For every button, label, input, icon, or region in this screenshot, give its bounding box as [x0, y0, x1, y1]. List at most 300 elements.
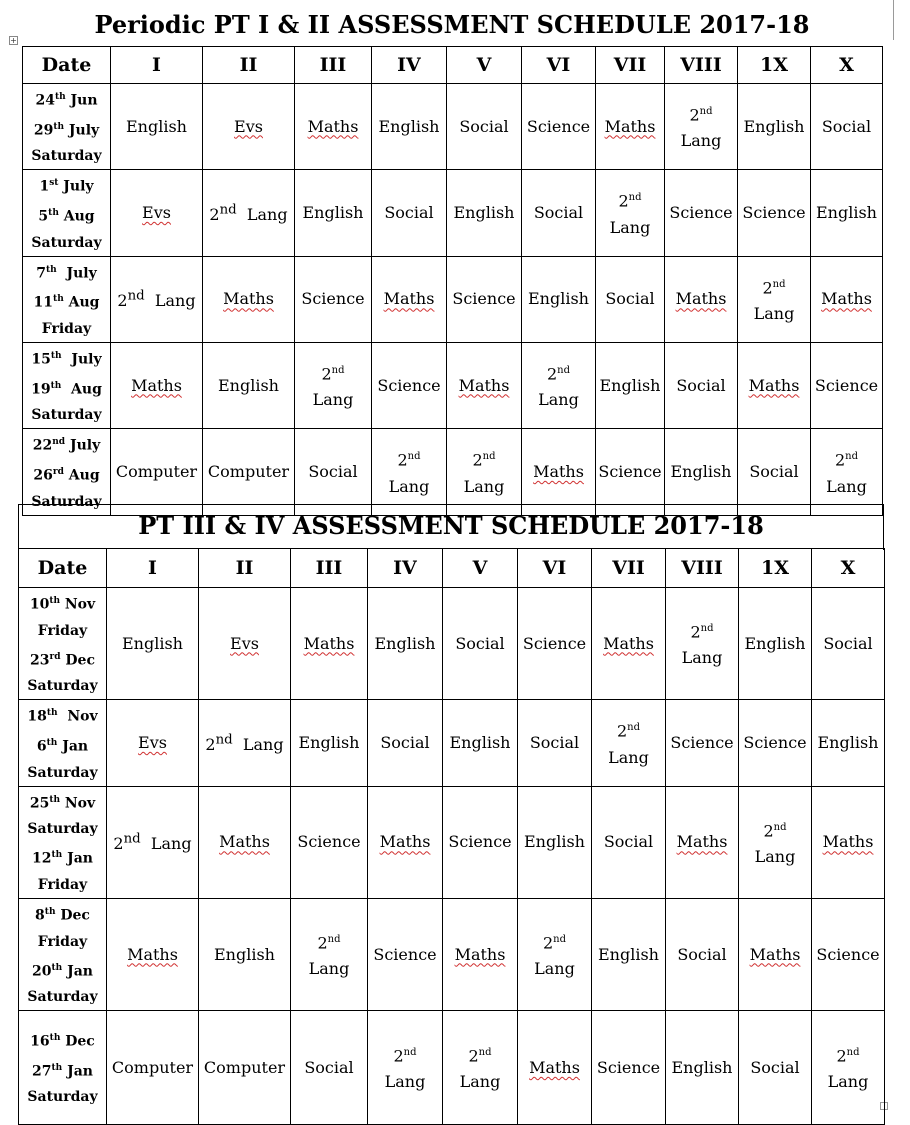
- date-line: [23, 286, 110, 316]
- date-line: [23, 459, 110, 489]
- date-day: 11: [33, 294, 54, 311]
- subject-cell: [811, 170, 883, 256]
- header-class: II: [199, 549, 291, 588]
- table-row: [19, 786, 885, 898]
- subject-cell: [812, 898, 885, 1010]
- subject-text: Social: [750, 1057, 800, 1077]
- subject-text: Science: [373, 944, 437, 964]
- date-line: [19, 760, 106, 786]
- date-suffix: th: [51, 1062, 63, 1073]
- subject-cell: [665, 342, 738, 428]
- subject-text: 2nd Lang: [388, 450, 430, 496]
- subject-cell: [812, 786, 885, 898]
- subject-text: Maths: [676, 832, 728, 852]
- subject-text: Maths: [303, 633, 355, 653]
- subject-text: Social: [455, 633, 505, 653]
- subject-cell: [111, 342, 203, 428]
- schedule-title-pt1-pt2: Periodic PT I & II ASSESSMENT SCHEDULE 2017-18: [94, 10, 810, 39]
- subject-cell: [739, 1011, 812, 1125]
- subject-cell: [666, 1011, 739, 1125]
- header-row: [19, 549, 885, 588]
- table-row: [23, 342, 883, 428]
- header-class: II: [203, 47, 295, 84]
- date-suffix: th: [49, 794, 61, 805]
- date-line: [19, 1084, 106, 1110]
- date-suffix: th: [49, 596, 61, 606]
- subject-cell: [203, 84, 295, 170]
- subject-text: 2nd Lang: [308, 933, 350, 979]
- subject-cell: [107, 1011, 199, 1125]
- date-day: Saturday: [27, 821, 98, 838]
- date-line: [23, 114, 110, 144]
- date-month: Jan: [57, 738, 89, 755]
- subject-text: Maths: [379, 832, 431, 852]
- subject-text: Science: [743, 732, 807, 752]
- subject-text: Social: [823, 633, 873, 653]
- date-suffix: th: [46, 737, 58, 748]
- subject-cell: [666, 588, 739, 700]
- date-suffix: th: [49, 1033, 61, 1044]
- subject-cell: [199, 1011, 291, 1125]
- subject-cell: [295, 342, 372, 428]
- date-day: 10: [29, 596, 50, 613]
- date-line: [19, 929, 106, 955]
- subject-text: 2nd Lang: [754, 820, 796, 866]
- subject-cell: [812, 588, 885, 700]
- date-day: 24: [35, 92, 55, 109]
- subject-text: English: [122, 633, 183, 653]
- date-day: Saturday: [27, 678, 98, 695]
- subject-cell: [665, 256, 738, 342]
- subject-text: Evs: [138, 732, 167, 752]
- subject-cell: [295, 84, 372, 170]
- subject-cell: [372, 256, 447, 342]
- subject-text: Science: [814, 375, 879, 395]
- subject-text: 2nd Lang: [463, 450, 505, 496]
- subject-cell: [199, 786, 291, 898]
- date-day: 12: [32, 850, 52, 867]
- subject-text: 2nd Lang: [538, 364, 579, 410]
- date-line: [23, 200, 110, 230]
- subject-cell: [203, 342, 295, 428]
- subject-cell: [666, 700, 739, 786]
- subject-cell: [518, 1011, 592, 1125]
- subject-text: Maths: [127, 944, 178, 964]
- header-class: I: [107, 549, 199, 588]
- subject-cell: [372, 429, 447, 515]
- date-day: Saturday: [31, 407, 102, 424]
- header-class: IV: [368, 549, 443, 588]
- subject-cell: [443, 1011, 518, 1125]
- date-suffix: rd: [52, 466, 64, 477]
- subject-text: English: [528, 289, 589, 309]
- subject-cell: [518, 786, 592, 898]
- date-day: 6: [36, 738, 47, 755]
- subject-text: Maths: [131, 375, 182, 395]
- subject-text: English: [817, 732, 879, 752]
- subject-text: Science: [377, 375, 441, 395]
- subject-cell: [368, 898, 443, 1010]
- subject-cell: [368, 786, 443, 898]
- subject-text: Maths: [533, 461, 584, 481]
- subject-text: 2nd Lang: [826, 450, 867, 496]
- subject-text: English: [302, 202, 364, 222]
- subject-cell: [107, 786, 199, 898]
- date-line: [23, 343, 110, 373]
- date-line: [19, 700, 106, 730]
- subject-text: 2nd Lang: [117, 289, 196, 311]
- subject-cell: [522, 429, 596, 515]
- date-day: Saturday: [31, 234, 102, 251]
- table-row: [23, 84, 883, 170]
- date-month: July: [64, 122, 100, 139]
- subject-cell: [111, 84, 203, 170]
- date-line: [19, 872, 106, 898]
- date-line: [19, 644, 106, 674]
- header-class: VIII: [665, 47, 738, 84]
- date-cell: [19, 898, 107, 1010]
- subject-text: English: [744, 633, 806, 653]
- date-suffix: th: [48, 207, 59, 218]
- date-month: July: [56, 265, 97, 282]
- date-suffix: th: [53, 294, 64, 305]
- date-day: Saturday: [27, 989, 98, 1006]
- subject-text: Social: [380, 732, 430, 752]
- date-day: 20: [32, 963, 52, 980]
- date-month: Nov: [60, 795, 96, 812]
- subject-text: Social: [821, 116, 872, 136]
- date-suffix: th: [50, 350, 62, 361]
- subject-text: Computer: [115, 461, 198, 481]
- date-month: Jan: [62, 963, 93, 980]
- subject-text: English: [598, 944, 659, 964]
- subject-text: Science: [596, 1057, 661, 1077]
- date-suffix: nd: [52, 437, 66, 448]
- subject-cell: [812, 1011, 885, 1125]
- subject-text: English: [126, 116, 187, 136]
- subject-cell: [447, 256, 522, 342]
- subject-cell: [111, 429, 203, 515]
- date-suffix: rd: [49, 651, 61, 662]
- subject-cell: [368, 1011, 443, 1125]
- subject-cell: [199, 700, 291, 786]
- schedule-title-pt3-pt4: PT III & IV ASSESSMENT SCHEDULE 2017-18: [138, 511, 764, 540]
- table-row: [19, 898, 885, 1010]
- subject-cell: [596, 170, 665, 256]
- table-row: [23, 256, 883, 342]
- subject-text: Maths: [223, 289, 274, 309]
- page-margin-marker: [888, 0, 894, 40]
- date-day: 15: [31, 351, 51, 368]
- date-suffix: th: [53, 121, 65, 132]
- date-line: [23, 257, 110, 287]
- date-line: [19, 673, 106, 699]
- subject-cell: [203, 429, 295, 515]
- subject-text: Evs: [234, 116, 263, 136]
- header-class: 1X: [739, 549, 812, 588]
- subject-cell: [665, 170, 738, 256]
- subject-text: 2nd Lang: [827, 1046, 869, 1092]
- subject-text: Maths: [529, 1057, 580, 1077]
- subject-text: English: [374, 633, 436, 653]
- subject-cell: [666, 786, 739, 898]
- subject-text: 2nd Lang: [113, 832, 192, 854]
- date-day: Friday: [37, 622, 88, 639]
- subject-text: English: [599, 375, 661, 395]
- subject-cell: [522, 84, 596, 170]
- subject-text: Computer: [203, 1057, 286, 1077]
- subject-text: Maths: [307, 116, 359, 136]
- subject-cell: [811, 342, 883, 428]
- subject-text: Maths: [821, 289, 872, 309]
- subject-cell: [199, 588, 291, 700]
- date-cell: [19, 700, 107, 786]
- header-class: IV: [372, 47, 447, 84]
- header-class: VII: [596, 47, 665, 84]
- header-class: III: [295, 47, 372, 84]
- date-line: [23, 402, 110, 428]
- subject-cell: [738, 256, 811, 342]
- header-date: Date: [19, 549, 107, 588]
- subject-cell: [665, 429, 738, 515]
- subject-text: Science: [742, 202, 806, 222]
- subject-text: Maths: [822, 832, 874, 852]
- subject-cell: [107, 700, 199, 786]
- subject-text: 2nd Lang: [209, 202, 288, 225]
- subject-cell: [739, 898, 812, 1010]
- subject-text: Social: [677, 944, 727, 964]
- subject-cell: [811, 84, 883, 170]
- date-cell: [23, 429, 111, 515]
- date-month: Dec: [60, 1033, 95, 1050]
- date-line: [19, 984, 106, 1010]
- subject-cell: [596, 429, 665, 515]
- subject-cell: [368, 700, 443, 786]
- subject-text: English: [670, 461, 732, 481]
- date-cell: [23, 84, 111, 170]
- date-line: [23, 230, 110, 256]
- date-month: July: [61, 351, 102, 368]
- date-day: Saturday: [27, 1089, 98, 1106]
- subject-text: English: [671, 1057, 733, 1077]
- subject-text: Maths: [219, 832, 270, 852]
- subject-cell: [372, 342, 447, 428]
- table-row: [19, 700, 885, 786]
- date-month: July: [65, 437, 101, 454]
- schedule-table-pt3-pt4: [18, 548, 885, 1125]
- subject-text: 2nd Lang: [384, 1046, 426, 1092]
- date-day: Friday: [41, 320, 92, 337]
- subject-cell: [203, 256, 295, 342]
- subject-text: Social: [529, 732, 580, 752]
- header-class: X: [812, 549, 885, 588]
- subject-text: English: [218, 375, 279, 395]
- header-class: V: [443, 549, 518, 588]
- subject-cell: [291, 700, 368, 786]
- subject-cell: [203, 170, 295, 256]
- subject-cell: [739, 700, 812, 786]
- subject-text: Maths: [749, 944, 801, 964]
- subject-text: English: [453, 202, 515, 222]
- date-day: 25: [29, 795, 50, 812]
- date-day: 18: [27, 708, 47, 725]
- subject-text: English: [743, 116, 805, 136]
- subject-cell: [739, 786, 812, 898]
- subject-text: Maths: [458, 375, 510, 395]
- subject-text: English: [449, 732, 511, 752]
- subject-cell: [443, 588, 518, 700]
- subject-cell: [739, 588, 812, 700]
- schedule-table-pt1-pt2: [22, 46, 883, 516]
- subject-cell: [443, 786, 518, 898]
- subject-cell: [107, 588, 199, 700]
- date-line: [19, 618, 106, 644]
- date-cell: [19, 588, 107, 700]
- subject-cell: [812, 700, 885, 786]
- header-class: VII: [592, 549, 666, 588]
- date-month: Aug: [63, 467, 100, 484]
- date-cell: [19, 786, 107, 898]
- subject-cell: [111, 170, 203, 256]
- header-row: [23, 47, 883, 84]
- subject-cell: [372, 84, 447, 170]
- header-class: 1X: [738, 47, 811, 84]
- subject-text: Computer: [111, 1057, 194, 1077]
- date-suffix: st: [49, 178, 59, 189]
- date-line: [19, 730, 106, 760]
- date-suffix: th: [44, 906, 56, 917]
- subject-cell: [592, 588, 666, 700]
- subject-cell: [291, 786, 368, 898]
- date-month: Jan: [62, 1063, 93, 1080]
- subject-text: Science: [816, 944, 880, 964]
- subject-text: English: [378, 116, 440, 136]
- subject-cell: [295, 256, 372, 342]
- date-line: [23, 143, 110, 169]
- subject-text: 2nd Lang: [680, 105, 722, 151]
- date-day: 8: [35, 907, 45, 924]
- subject-text: Science: [297, 832, 361, 852]
- subject-cell: [295, 429, 372, 515]
- date-day: Friday: [37, 876, 88, 893]
- subject-text: 2nd Lang: [459, 1046, 501, 1092]
- subject-cell: [518, 700, 592, 786]
- date-line: [19, 955, 106, 985]
- date-month: Dec: [60, 652, 95, 669]
- subject-text: Science: [448, 832, 512, 852]
- subject-text: 2nd Lang: [205, 732, 284, 755]
- subject-text: Science: [669, 202, 733, 222]
- date-day: 22: [32, 437, 53, 454]
- date-line: [19, 1025, 106, 1055]
- date-day: 27: [32, 1063, 52, 1080]
- date-day: Friday: [37, 933, 88, 950]
- header-class: VI: [522, 47, 596, 84]
- date-day: 26: [33, 467, 53, 484]
- subject-text: Social: [676, 375, 726, 395]
- subject-cell: [518, 588, 592, 700]
- date-line: [19, 1055, 106, 1085]
- subject-cell: [443, 700, 518, 786]
- subject-text: Social: [308, 461, 358, 481]
- header-class: III: [291, 549, 368, 588]
- subject-cell: [811, 256, 883, 342]
- date-suffix: th: [46, 708, 58, 719]
- subject-cell: [592, 786, 666, 898]
- subject-cell: [592, 898, 666, 1010]
- date-line: [23, 429, 110, 459]
- subject-cell: [522, 170, 596, 256]
- subject-cell: [199, 898, 291, 1010]
- date-suffix: th: [54, 92, 66, 102]
- header-class: X: [811, 47, 883, 84]
- date-day: 29: [33, 122, 54, 139]
- subject-text: English: [214, 944, 275, 964]
- subject-cell: [522, 256, 596, 342]
- date-day: 1: [39, 178, 50, 195]
- table-row: [19, 588, 885, 700]
- subject-text: Evs: [230, 633, 259, 653]
- header-class: VIII: [666, 549, 739, 588]
- header-class: V: [447, 47, 522, 84]
- date-line: [23, 84, 110, 114]
- date-day: 19: [31, 381, 51, 398]
- header-class: VI: [518, 549, 592, 588]
- date-day: 5: [38, 208, 49, 225]
- subject-cell: [291, 898, 368, 1010]
- table-row: [19, 1011, 885, 1125]
- subject-text: Maths: [603, 633, 654, 653]
- subject-cell: [291, 1011, 368, 1125]
- date-day: 7: [36, 265, 47, 282]
- date-month: Jan: [62, 850, 93, 867]
- date-day: Saturday: [27, 764, 98, 781]
- date-suffix: th: [51, 962, 63, 973]
- subject-text: English: [524, 832, 585, 852]
- subject-cell: [107, 898, 199, 1010]
- subject-cell: [666, 898, 739, 1010]
- date-line: [19, 787, 106, 817]
- subject-cell: [447, 84, 522, 170]
- subject-cell: [592, 1011, 666, 1125]
- date-suffix: th: [50, 380, 62, 391]
- subject-text: Science: [452, 289, 516, 309]
- subject-cell: [447, 342, 522, 428]
- subject-text: Social: [459, 116, 509, 136]
- subject-cell: [518, 898, 592, 1010]
- date-suffix: th: [51, 850, 63, 861]
- date-cell: [23, 342, 111, 428]
- date-month: Jun: [65, 92, 98, 109]
- subject-text: 2nd Lang: [609, 191, 651, 237]
- subject-cell: [522, 342, 596, 428]
- date-line: [23, 170, 110, 200]
- subject-cell: [596, 342, 665, 428]
- subject-text: Social: [533, 202, 584, 222]
- subject-text: English: [816, 202, 877, 222]
- date-day: 16: [30, 1033, 50, 1050]
- subject-text: Science: [301, 289, 365, 309]
- subject-text: Maths: [383, 289, 435, 309]
- subject-cell: [447, 429, 522, 515]
- subject-cell: [738, 170, 811, 256]
- date-day: 23: [30, 652, 50, 669]
- table-row: [23, 429, 883, 515]
- subject-cell: [665, 84, 738, 170]
- subject-cell: [738, 342, 811, 428]
- move-handle-icon[interactable]: +: [10, 36, 17, 45]
- header-date: Date: [23, 47, 111, 84]
